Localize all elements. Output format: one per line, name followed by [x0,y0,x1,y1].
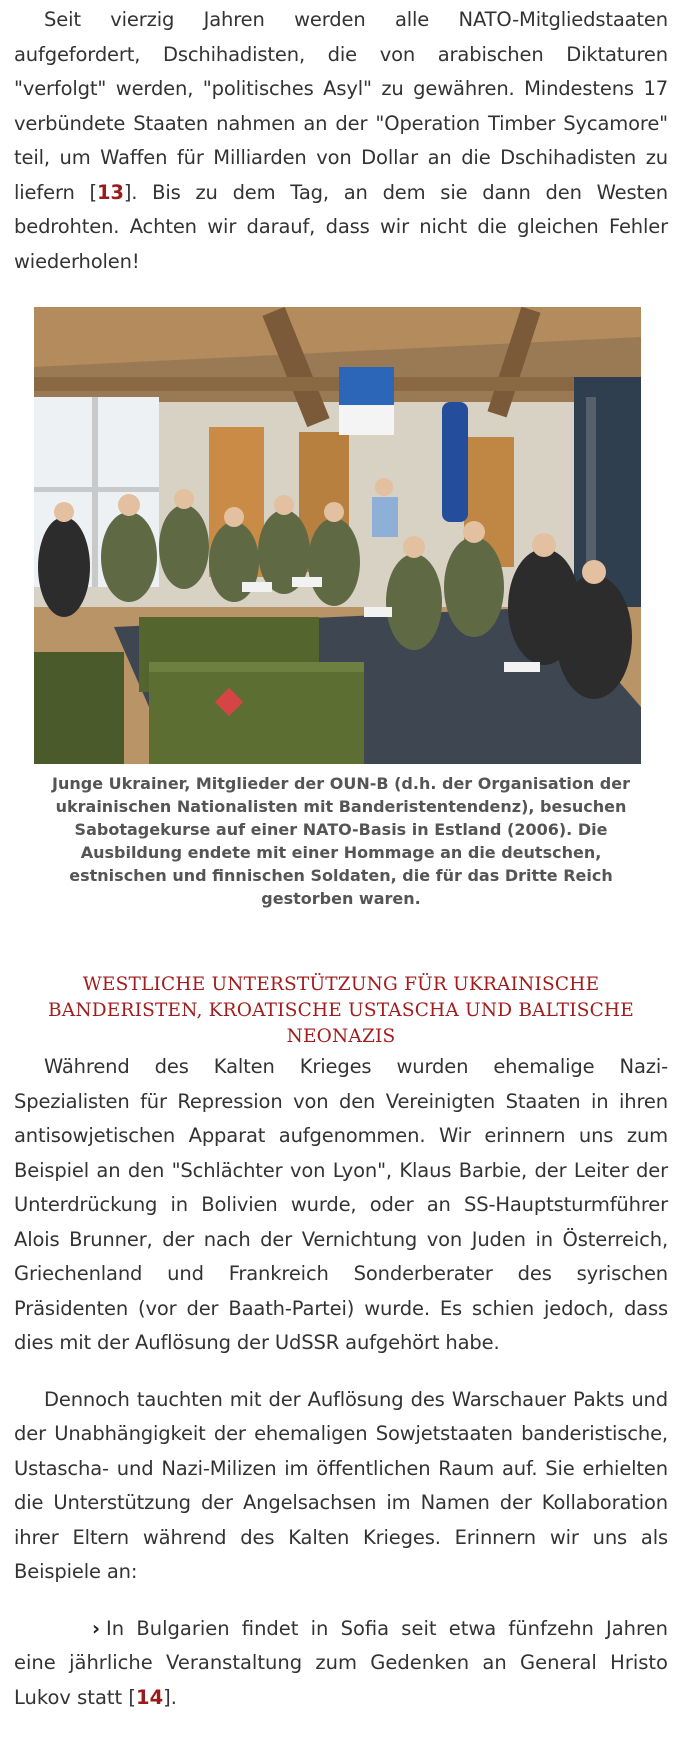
paragraph-intro-text-after: ]. Bis zu dem Tag, an dem sie dann den Westen bedrohten. Achten wir darauf, dass wir nicht die gleichen Fehler wiederholen! [14,180,669,273]
paragraph-intro [14,0,668,279]
paragraph-intro-text: Seit vierzig Jahren werden alle NATO-Mitgliedstaaten aufgefordert, Dschihadisten, die von arabischen Diktaturen "verfolgt" werden, "politisches Asyl" zu gewähren. Mindestens 17 verbündete Staaten nahmen an der "Operation Timber Sycamore" teil, um Waffen für Milliarden von Dollar an die Dschihadisten zu liefern [ [14,8,668,204]
list-item-bulgaria-text-after: ]. [163,1685,177,1709]
chevron-right-icon: › [92,1616,101,1640]
figure-caption: Junge Ukrainer, Mitglieder der OUN-B (d.h. der Organisation der ukrainischen Nationalisten mit Banderistentendenz), besuchen Sabotagekurse auf einer NATO-Basis in Estland (2006). Die Ausbildung endete mit einer Hommage an die deutschen, estnischen und finnischen Soldaten, die für das Dritte Reich gestorben waren. [52,774,630,908]
list-item-bulgaria [14,1612,668,1716]
list-item-bulgaria-text: In Bulgarien findet in Sofia seit etwa fünfzehn Jahren eine jährliche Veranstaltung zum Gedenken an General Hristo Lukov statt [ [14,1616,668,1709]
footnote-link-14[interactable]: 14 [136,1685,164,1709]
section-heading: WESTLICHE UNTERSTÜTZUNG FÜR UKRAINISCHE BANDERISTEN, KROATISCHE USTASCHA UND BALTISCHE NEONAZIS [48,974,634,1047]
footnote-link-13[interactable]: 13 [96,180,124,204]
training-photo [34,307,641,764]
article-figure [14,307,668,910]
paragraph-cold-war: Während des Kalten Krieges wurden ehemalige Nazi-Spezialisten für Repression von den Vereinigten Staaten in ihren antisowjetischen Apparat aufgenommen. Wir erinnern uns zum Beispiel an den "Schlächter von Lyon", Klaus Barbie, der Leiter der Unterdrückung in Bolivien wurde, oder an SS-Hauptsturmführer Alois Brunner, der nach der Vernichtung von Juden in Österreich, Griechenland und Frankreich Sonderberater des syrischen Präsidenten (vor der Baath-Partei) wurde. Es schien jedoch, dass dies mit der Auflösung der UdSSR aufgehört habe. [14,1055,668,1354]
paragraph-warsaw-pact: Dennoch tauchten mit der Auflösung des Warschauer Pakts und der Unabhängigkeit der ehemaligen Sowjetstaaten banderistische, Ustascha- und Nazi-Milizen im öffentlichen Raum auf. Sie erhielten die Unterstützung der Angelsachsen im Namen der Kollaboration ihrer Eltern während des Kalten Krieges. Erinnern wir uns als Beispiele an: [14,1387,668,1583]
